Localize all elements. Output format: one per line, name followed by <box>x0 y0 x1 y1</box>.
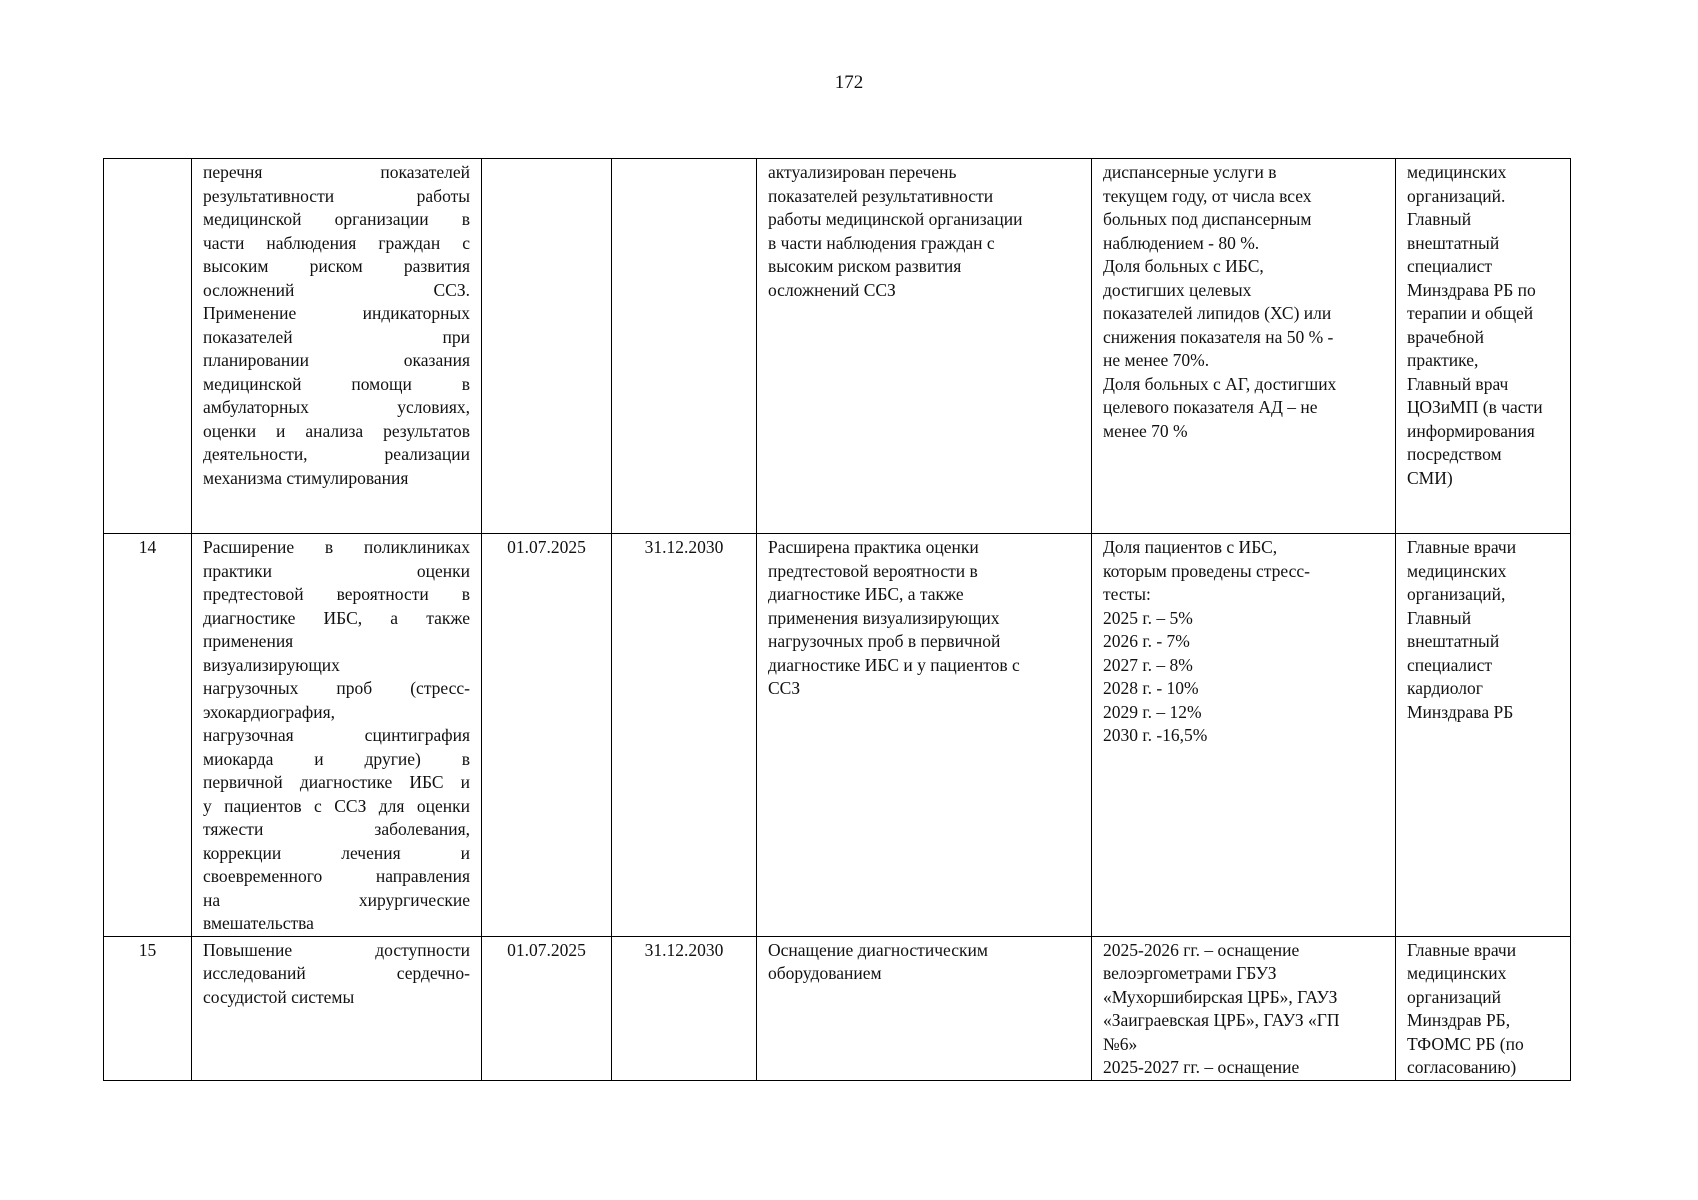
cell-text-line: информирования <box>1407 420 1535 441</box>
cell-text-line: высоким риском развития <box>203 256 470 276</box>
cell-text-line: коррекции лечения и <box>203 842 470 863</box>
expected-result-cell <box>757 534 1092 937</box>
cell-text-line: ССЗ <box>768 678 801 698</box>
cell-text-line: осложнений ССЗ <box>768 279 896 300</box>
cell-text-line: медицинских <box>1407 963 1507 983</box>
cell-text-line: 2029 г. – 12% <box>1103 701 1202 722</box>
cell-text-line: Главный <box>1407 607 1472 628</box>
cell-text-line: визуализирующих <box>203 654 340 675</box>
cell-text-line: Главный врач <box>1407 373 1509 394</box>
cell-text-line: первичной диагностике ИБС и <box>203 772 470 792</box>
cell-text-line: №6» <box>1103 1033 1138 1054</box>
cell-text-line: на хирургические <box>203 889 470 910</box>
cell-text-line: диагностике ИБС, а также <box>768 584 964 604</box>
cell-text-line: Минздрава РБ по <box>1407 279 1536 300</box>
cell-text-line: медицинских <box>1407 162 1507 182</box>
cell-text-line: сосудистой системы <box>203 986 355 1007</box>
cell-text-line: миокарда и другие) в <box>203 748 470 769</box>
plan-table <box>103 158 1571 1081</box>
cell-text-line: Оснащение диагностическим <box>768 939 988 960</box>
cell-text-line: механизма стимулирования <box>203 467 409 488</box>
cell-text-line: Главные врачи <box>1407 939 1517 960</box>
cell-text-line: больных под диспансерным <box>1103 209 1312 229</box>
cell-text-line: исследований сердечно- <box>203 963 470 983</box>
cell-text-line: посредством <box>1407 444 1502 464</box>
cell-text-line: Главные врачи <box>1407 537 1517 557</box>
cell-text-line: ТФОМС РБ (по <box>1407 1033 1524 1054</box>
cell-text-line: текущем году, от числа всех <box>1103 185 1312 206</box>
table-row <box>104 936 1571 1080</box>
cell-text-line: медицинской организации в <box>203 209 470 229</box>
activity-description-cell <box>192 936 482 1080</box>
end-date-cell <box>612 159 757 534</box>
end-date-cell: 31.12.2030 <box>612 534 757 937</box>
cell-text-line: организаций, <box>1407 584 1506 604</box>
cell-text-line: медицинских <box>1407 560 1507 581</box>
cell-text-line: терапии и общей <box>1407 303 1534 323</box>
cell-text-line: показателей липидов (ХС) или <box>1103 303 1332 323</box>
cell-text-line: наблюдением - 80 %. <box>1103 232 1260 253</box>
plan-table-body <box>104 159 1571 1081</box>
cell-text-line: амбулаторных условиях, <box>203 397 470 417</box>
cell-text-line: диагностике ИБС и у пациентов с <box>768 654 1020 675</box>
cell-text-line: специалист <box>1407 256 1493 276</box>
indicator-cell <box>1092 534 1396 937</box>
cell-text-line: 2026 г. - 7% <box>1103 631 1190 651</box>
cell-text-line: эхокардиография, <box>203 701 336 722</box>
cell-text-line: организаций <box>1407 986 1501 1007</box>
responsible-cell <box>1396 159 1571 534</box>
cell-text-line: применения <box>203 631 294 651</box>
cell-text-line: нагрузочных проб в первичной <box>768 631 1001 651</box>
cell-text-line: перечня показателей <box>203 162 470 182</box>
cell-text-line: Доля пациентов с ИБС, <box>1103 537 1278 557</box>
row-number-cell: 15 <box>104 936 192 1080</box>
cell-text-line: предтестовой вероятности в <box>203 584 470 604</box>
cell-text-line: Минздрава РБ <box>1407 701 1514 722</box>
cell-text-line: 2028 г. - 10% <box>1103 678 1199 698</box>
row-number-cell: 14 <box>104 534 192 937</box>
cell-text-line: кардиолог <box>1407 678 1483 698</box>
cell-text-line: предтестовой вероятности в <box>768 560 978 581</box>
cell-text-line: согласованию) <box>1407 1057 1517 1077</box>
cell-text-line: Расширена практика оценки <box>768 537 979 557</box>
cell-text-line: оборудованием <box>768 963 882 983</box>
responsible-cell <box>1396 936 1571 1080</box>
cell-text-line: деятельности, реализации <box>203 444 470 464</box>
cell-text-line: внештатный <box>1407 232 1500 253</box>
cell-text-line: оценки и анализа результатов <box>203 420 470 441</box>
table-row <box>104 159 1571 534</box>
cell-text-line: СМИ) <box>1407 467 1453 488</box>
cell-text-line: показателей результативности <box>768 185 994 206</box>
cell-text-line: Главный <box>1407 209 1472 229</box>
indicator-cell <box>1092 159 1396 534</box>
cell-text-line: 2027 г. – 8% <box>1103 654 1193 675</box>
cell-text-line: практики оценки <box>203 560 470 581</box>
activity-description-cell <box>192 159 482 534</box>
cell-text-line: Минздрав РБ, <box>1407 1010 1511 1030</box>
cell-text-line: Доля больных с АГ, достигших <box>1103 373 1337 394</box>
cell-text-line: Расширение в поликлиниках <box>203 537 470 557</box>
cell-text-line: организаций. <box>1407 185 1506 206</box>
cell-text-line: высоким риском развития <box>768 256 962 276</box>
cell-text-line: внештатный <box>1407 631 1500 651</box>
indicator-cell <box>1092 936 1396 1080</box>
cell-text-line: тяжести заболевания, <box>203 819 470 839</box>
cell-text-line: нагрузочная сцинтиграфия <box>203 725 470 745</box>
cell-text-line: вмешательства <box>203 913 314 933</box>
cell-text-line: велоэргометрами ГБУЗ <box>1103 963 1277 983</box>
start-date-cell: 01.07.2025 <box>482 936 612 1080</box>
cell-text-line: практике, <box>1407 350 1479 370</box>
end-date-cell: 31.12.2030 <box>612 936 757 1080</box>
cell-text-line: части наблюдения граждан с <box>203 232 470 253</box>
cell-text-line: осложнений ССЗ. <box>203 279 470 300</box>
start-date-cell <box>482 159 612 534</box>
cell-text-line: менее 70 % <box>1103 420 1188 441</box>
cell-text-line: у пациентов с ССЗ для оценки <box>203 795 470 816</box>
cell-text-line: диагностике ИБС, а также <box>203 607 470 628</box>
cell-text-line: работы медицинской организации <box>768 209 1023 229</box>
cell-text-line: специалист <box>1407 654 1493 675</box>
cell-text-line: показателей при <box>203 326 470 347</box>
cell-text-line: ЦОЗиМП (в части <box>1407 397 1543 417</box>
cell-text-line: 2030 г. -16,5% <box>1103 725 1208 745</box>
cell-text-line: врачебной <box>1407 326 1485 347</box>
cell-text-line: медицинской помощи в <box>203 373 470 394</box>
cell-text-line: не менее 70%. <box>1103 350 1210 370</box>
cell-text-line: 2025 г. – 5% <box>1103 607 1193 628</box>
cell-text-line: 2025-2027 гг. – оснащение <box>1103 1057 1300 1077</box>
expected-result-cell <box>757 159 1092 534</box>
cell-text-line: результативности работы <box>203 185 470 206</box>
cell-text-line: «Мухоршибирская ЦРБ», ГАУЗ <box>1103 986 1338 1007</box>
cell-text-line: диспансерные услуги в <box>1103 162 1277 182</box>
cell-text-line: своевременного направления <box>203 866 470 886</box>
activity-description-cell <box>192 534 482 937</box>
table-row <box>104 534 1571 937</box>
cell-text-line: актуализирован перечень <box>768 162 957 182</box>
row-number-cell <box>104 159 192 534</box>
cell-text-line: Применение индикаторных <box>203 303 470 323</box>
cell-text-line: «Заиграевская ЦРБ», ГАУЗ «ГП <box>1103 1010 1340 1030</box>
cell-text-line: нагрузочных проб (стресс- <box>203 678 470 698</box>
responsible-cell <box>1396 534 1571 937</box>
cell-text-line: планировании оказания <box>203 350 470 370</box>
cell-text-line: применения визуализирующих <box>768 607 1000 628</box>
cell-text-line: Повышение доступности <box>203 939 470 960</box>
cell-text-line: в части наблюдения граждан с <box>768 232 995 253</box>
cell-text-line: тесты: <box>1103 584 1151 604</box>
cell-text-line: Доля больных с ИБС, <box>1103 256 1264 276</box>
cell-text-line: снижения показателя на 50 % - <box>1103 326 1334 347</box>
page-number: 172 <box>834 72 864 93</box>
cell-text-line: 2025-2026 гг. – оснащение <box>1103 939 1300 960</box>
cell-text-line: достигших целевых <box>1103 279 1252 300</box>
cell-text-line: которым проведены стресс- <box>1103 560 1310 581</box>
cell-text-line: целевого показателя АД – не <box>1103 397 1318 417</box>
expected-result-cell <box>757 936 1092 1080</box>
start-date-cell: 01.07.2025 <box>482 534 612 937</box>
